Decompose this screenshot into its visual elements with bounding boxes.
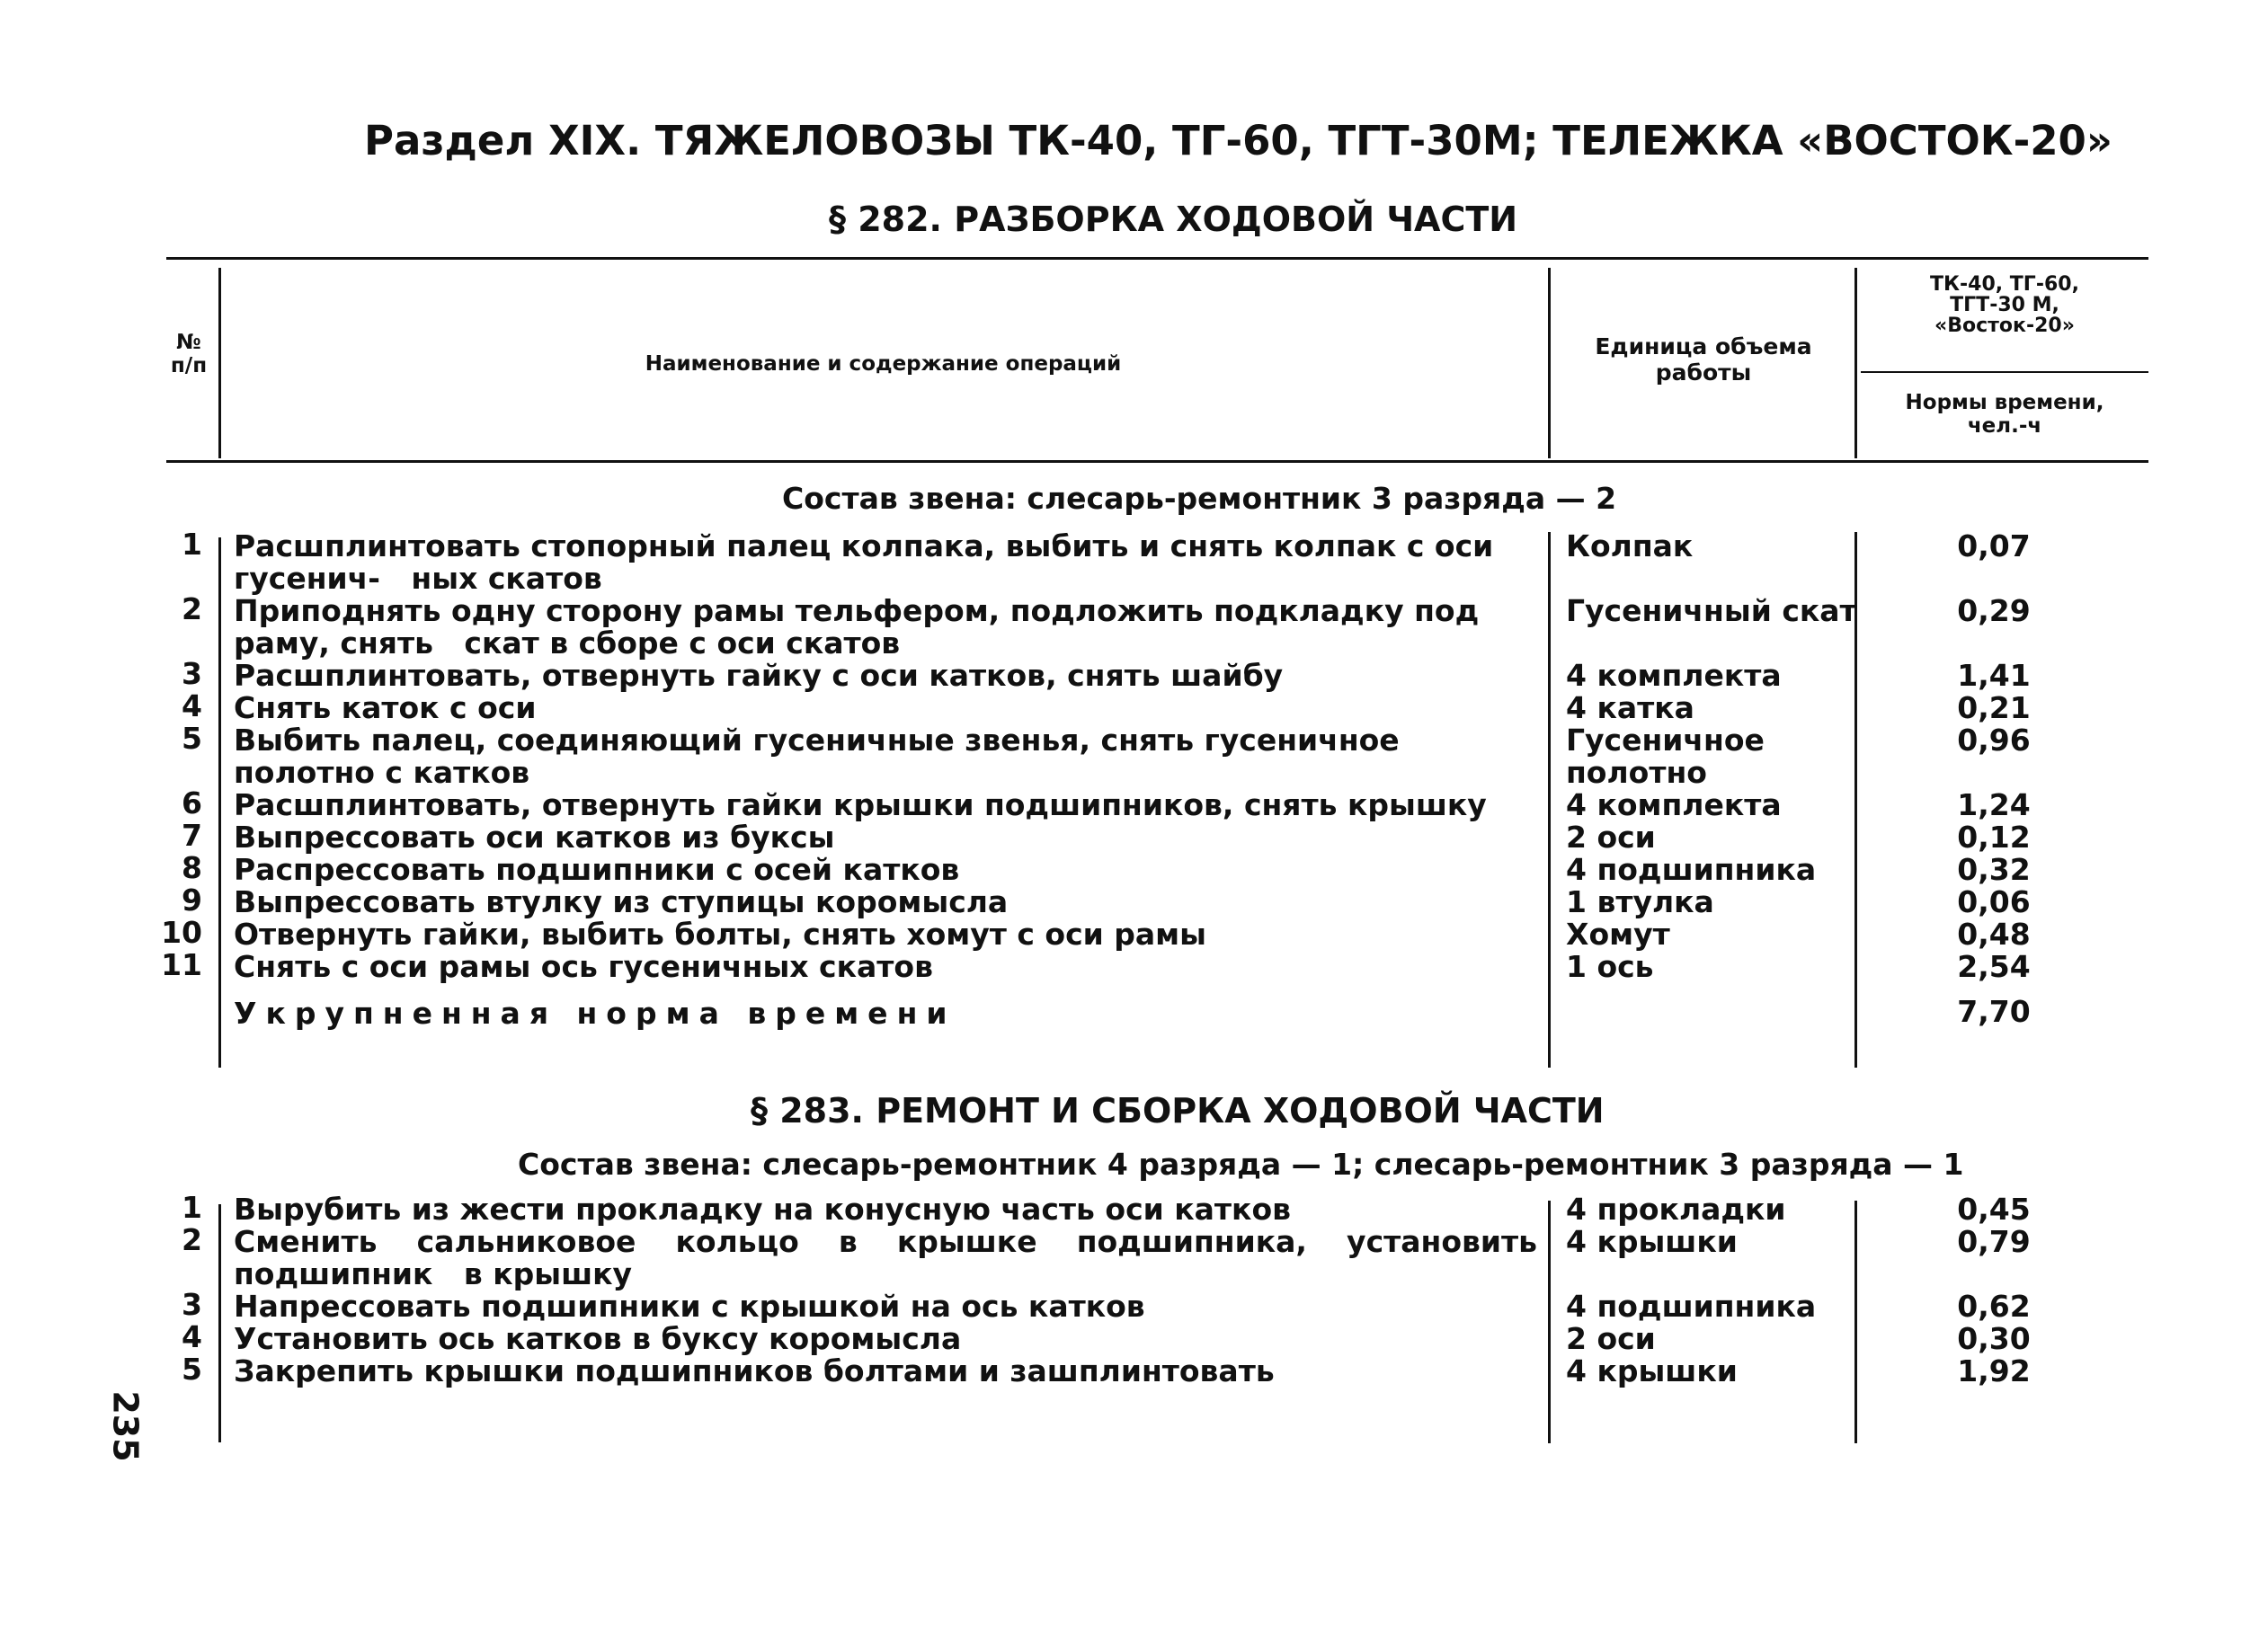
row-norm: 0,32	[1957, 852, 2031, 887]
section-title: Раздел XIX. ТЯЖЕЛОВОЗЫ ТК-40, ТГ-60, ТГТ-30М; ТЕЛЕЖКА «ВОСТОК-20»	[364, 117, 2112, 164]
row-unit: 4 подшипника	[1566, 852, 1817, 887]
row-number: 5	[182, 721, 202, 756]
row-unit: 4 комплекта	[1566, 658, 1782, 693]
header-unit: Единица объема работы	[1595, 333, 1812, 386]
row-operation: Снять каток с оси	[234, 690, 537, 725]
s282-vline-1	[218, 537, 221, 1068]
header-number: № п/п	[170, 331, 208, 378]
row-norm: 0,96	[1957, 723, 2031, 758]
header-vline-3	[1854, 268, 1857, 458]
total-value: 7,70	[1957, 994, 2031, 1029]
row-operation: Сменить сальниковое кольцо в крышке подшипника, установить подшипник в крышку	[234, 1224, 1537, 1291]
row-number: 6	[182, 785, 202, 820]
row-norm: 1,41	[1957, 658, 2031, 693]
row-number: 1	[182, 1190, 202, 1225]
s283-title: § 283. РЕМОНТ И СБОРКА ХОДОВОЙ ЧАСТИ	[751, 1091, 1605, 1131]
row-number: 11	[161, 947, 202, 982]
row-norm: 1,92	[1957, 1353, 2031, 1388]
row-unit: Хомут	[1566, 917, 1670, 952]
row-operation: Выпрессовать втулку из ступицы коромысла	[234, 884, 1009, 919]
row-operation: Приподнять одну сторону рамы тельфером, подложить подкладку под раму, снять скат в сборе с оси скатов	[234, 593, 1480, 661]
row-number: 7	[182, 818, 202, 853]
s283-vline-2	[1548, 1201, 1551, 1443]
row-norm: 0,07	[1957, 528, 2031, 563]
row-operation: Распрессовать подшипники с осей катков	[234, 852, 960, 887]
row-norm: 2,54	[1957, 949, 2031, 984]
row-operation: Расшплинтовать, отвернуть гайки крышки подшипников, снять крышку	[234, 787, 1487, 822]
row-number: 4	[182, 688, 202, 723]
s283-crew: Состав звена: слесарь-ремонтник 4 разряда — 1; слесарь-ремонтник 3 разряда — 1	[518, 1147, 1964, 1182]
row-number: 2	[182, 591, 202, 626]
s283-vline-1	[218, 1204, 221, 1442]
s283-vline-3	[1854, 1201, 1857, 1443]
row-norm: 0,29	[1957, 593, 2031, 628]
page-number: 235	[105, 1390, 146, 1462]
row-operation: Установить ось катков в буксу коромысла	[234, 1321, 962, 1356]
row-unit: Гусеничный скат	[1566, 593, 1857, 628]
row-operation: Расшплинтовать стопорный палец колпака, выбить и снять колпак с оси гусенич- ных скатов	[234, 528, 1494, 596]
row-operation: Закрепить крышки подшипников болтами и зашплинтовать	[234, 1353, 1275, 1388]
row-unit: 1 втулка	[1566, 884, 1714, 919]
header-top-rule	[166, 257, 2148, 260]
row-number: 3	[182, 1287, 202, 1322]
row-operation: Расшплинтовать, отвернуть гайку с оси катков, снять шайбу	[234, 658, 1284, 693]
s282-title: § 282. РАЗБОРКА ХОДОВОЙ ЧАСТИ	[829, 200, 1518, 239]
header-sub-rule	[1861, 371, 2148, 373]
row-norm: 0,79	[1957, 1224, 2031, 1259]
row-number: 5	[182, 1352, 202, 1387]
header-operation: Наименование и содержание операций	[645, 352, 1122, 376]
row-unit: 4 прокладки	[1566, 1192, 1786, 1227]
row-unit: 1 ось	[1566, 949, 1654, 984]
header-vline-2	[1548, 268, 1551, 458]
row-operation: Вырубить из жести прокладку на конусную часть оси катков	[234, 1192, 1291, 1227]
header-bottom-rule	[166, 460, 2148, 463]
row-number: 2	[182, 1222, 202, 1257]
row-norm: 0,06	[1957, 884, 2031, 919]
row-unit: 4 крышки	[1566, 1353, 1738, 1388]
row-unit: Колпак	[1566, 528, 1694, 563]
row-operation: Напрессовать подшипники с крышкой на ось катков	[234, 1289, 1145, 1324]
row-number: 1	[182, 527, 202, 562]
row-operation: Выбить палец, соединяющий гусеничные звенья, снять гусеничное полотно с катков	[234, 723, 1400, 790]
header-norm: Нормы времени, чел.-ч	[1905, 391, 2104, 439]
header-vline-1	[218, 268, 221, 458]
s282-vline-2	[1548, 532, 1551, 1068]
row-unit: 4 крышки	[1566, 1224, 1738, 1259]
row-norm: 1,24	[1957, 787, 2031, 822]
row-unit: 4 комплекта	[1566, 787, 1782, 822]
row-norm: 0,62	[1957, 1289, 2031, 1324]
row-norm: 0,12	[1957, 820, 2031, 855]
row-unit: 4 подшипника	[1566, 1289, 1817, 1324]
row-unit: 2 оси	[1566, 820, 1656, 855]
row-norm: 0,30	[1957, 1321, 2031, 1356]
row-unit: Гусеничное полотно	[1566, 723, 1765, 790]
row-unit: 2 оси	[1566, 1321, 1656, 1356]
row-number: 8	[182, 850, 202, 885]
row-norm: 0,45	[1957, 1192, 2031, 1227]
row-operation: Снять с оси рамы ось гусеничных скатов	[234, 949, 933, 984]
header-vehicle-group: ТК-40, ТГ-60, ТГТ-30 М, «Восток-20»	[1930, 273, 2079, 338]
row-number: 4	[182, 1319, 202, 1354]
row-norm: 0,21	[1957, 690, 2031, 725]
row-number: 3	[182, 656, 202, 691]
row-number: 10	[161, 915, 202, 950]
row-unit: 4 катка	[1566, 690, 1694, 725]
row-norm: 0,48	[1957, 917, 2031, 952]
row-operation: Отвернуть гайки, выбить болты, снять хомут с оси рамы	[234, 917, 1206, 952]
row-number: 9	[182, 883, 202, 918]
total-label: Укрупненная норма времени	[234, 996, 956, 1031]
s282-crew: Состав звена: слесарь-ремонтник 3 разряда — 2	[782, 481, 1617, 516]
row-operation: Выпрессовать оси катков из буксы	[234, 820, 835, 855]
